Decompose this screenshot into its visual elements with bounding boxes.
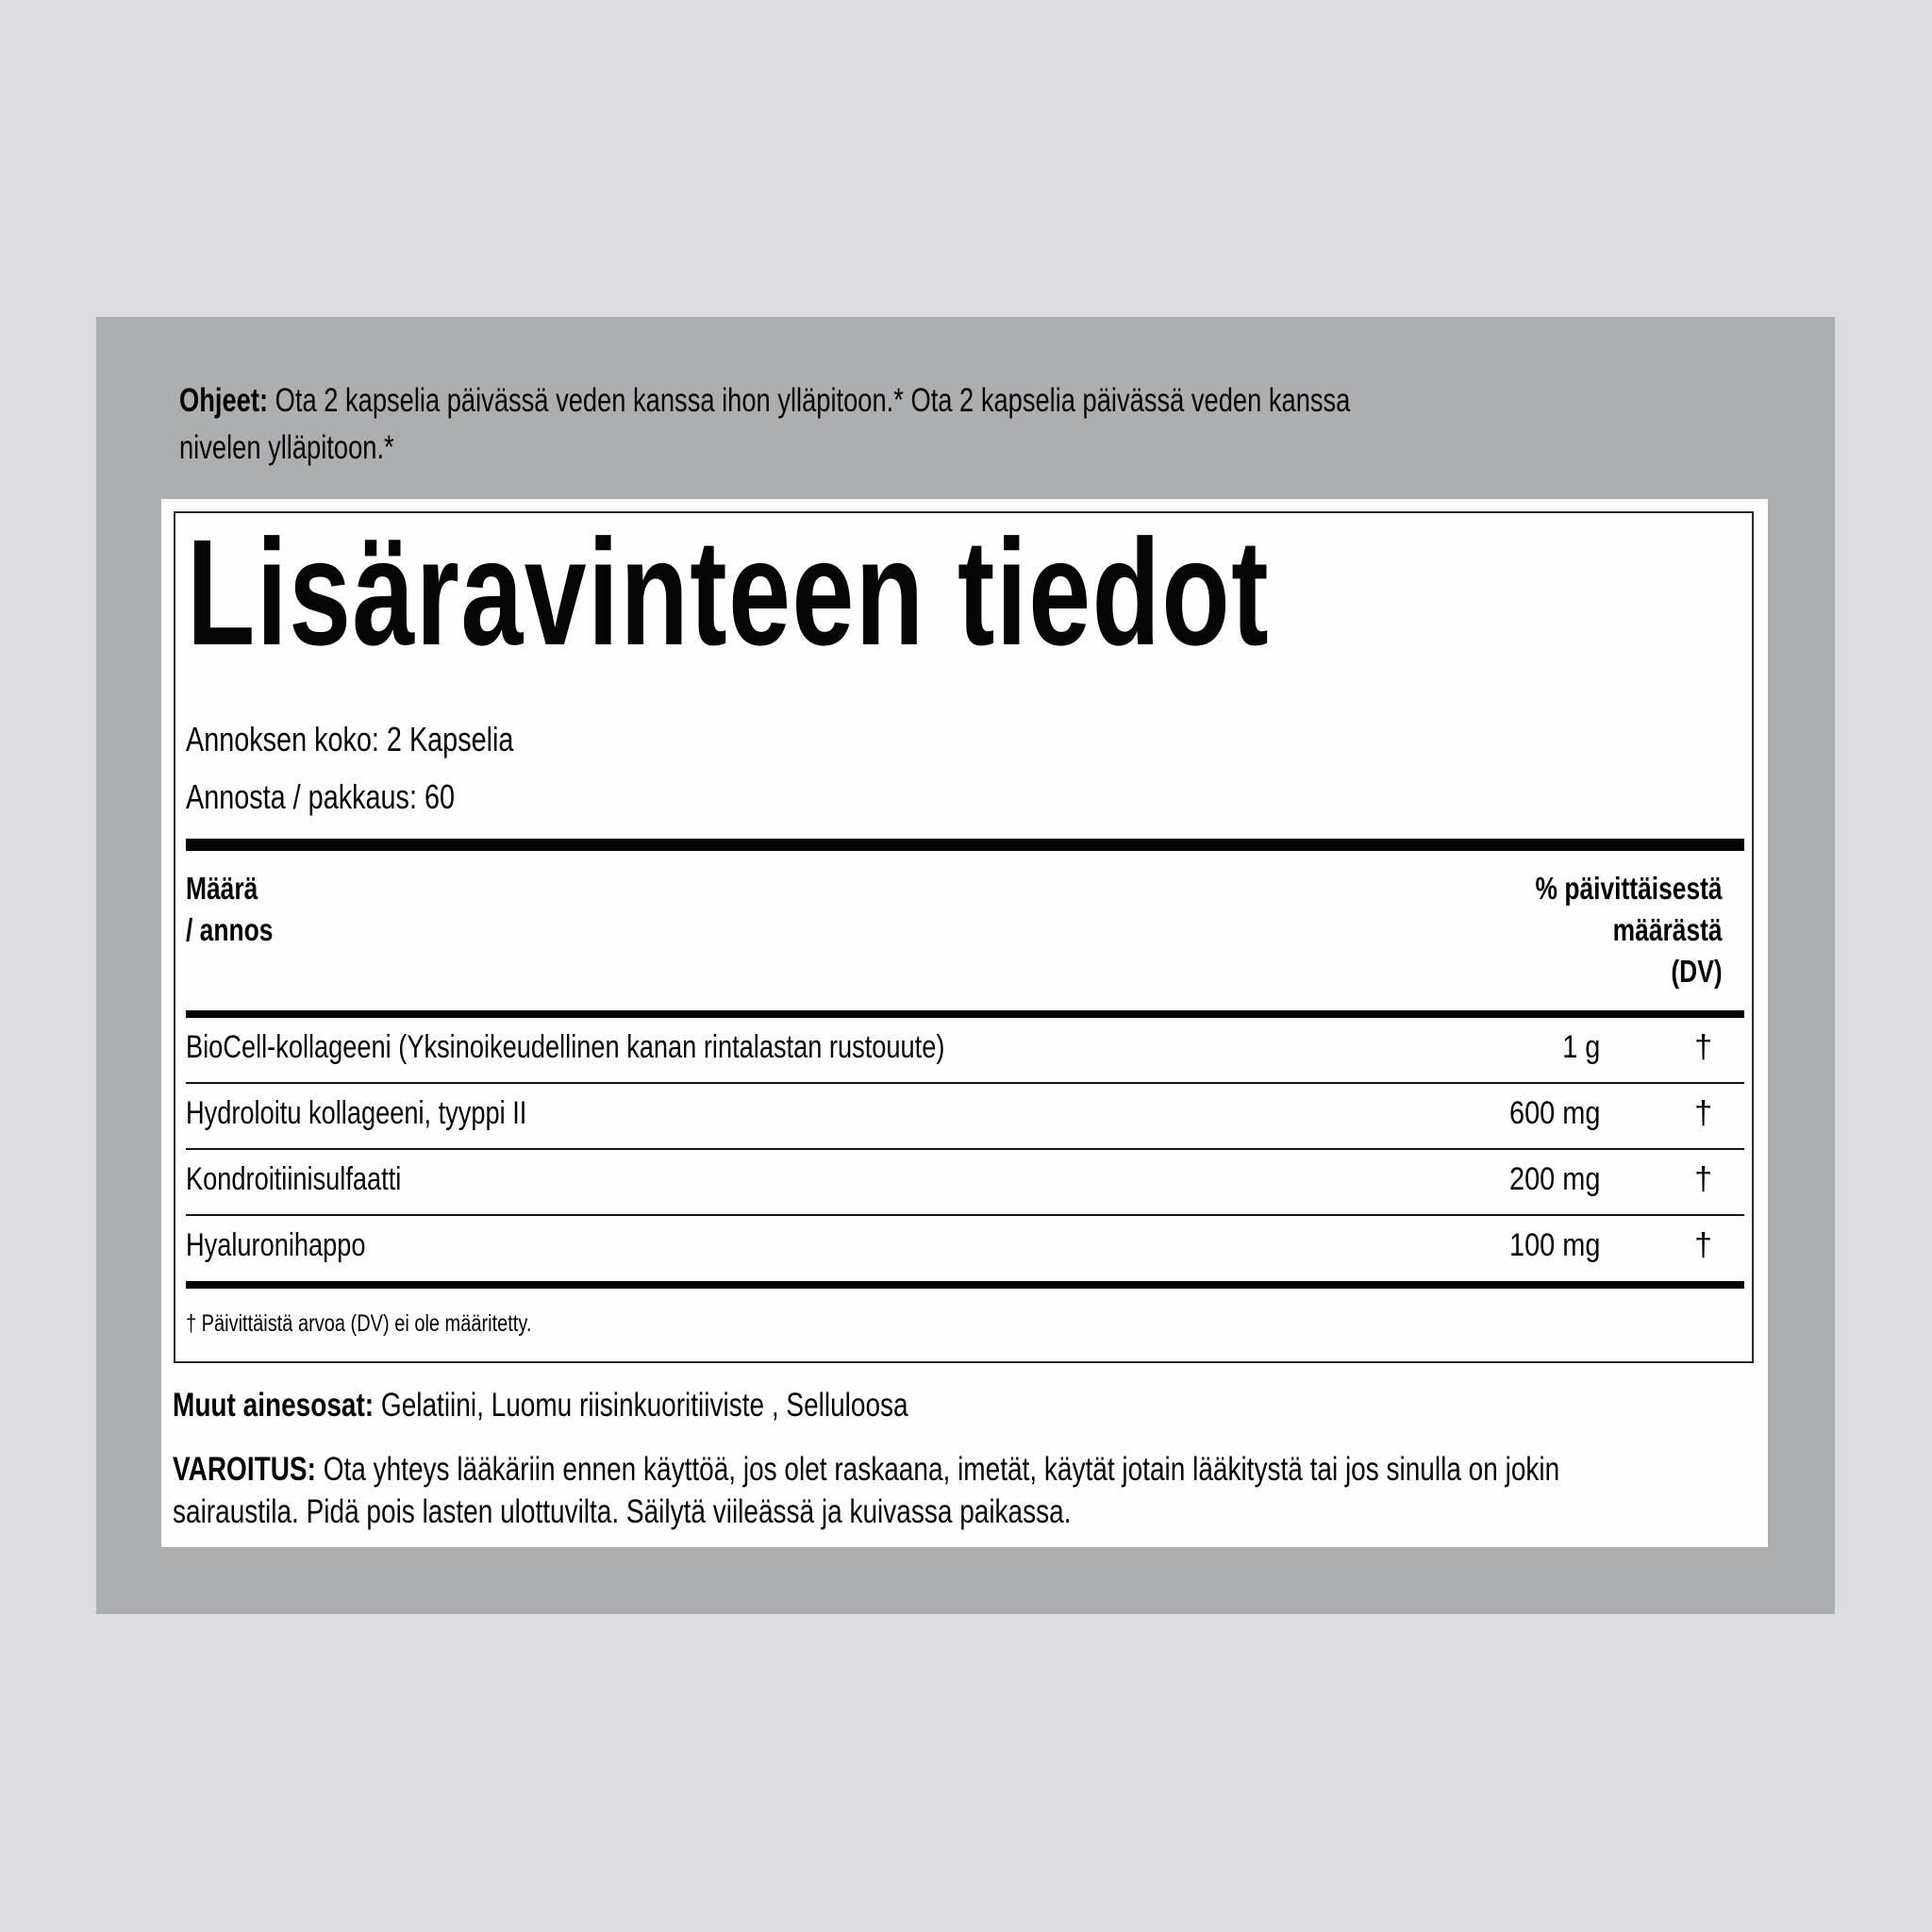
nutrient-row xyxy=(186,1224,1744,1266)
serving-size: Annoksen koko: 2 Kapselia xyxy=(186,720,514,758)
directions-section xyxy=(179,377,1726,472)
header-right-line-2: määrästä xyxy=(1613,912,1723,947)
nutrient-dv: † xyxy=(1694,1095,1712,1131)
thick-divider-bottom xyxy=(186,1281,1744,1289)
nutrient-amount: 600 mg xyxy=(1508,1095,1600,1131)
thick-divider-header xyxy=(186,1010,1744,1018)
facts-title: Lisäravinteen tiedot xyxy=(187,508,1271,676)
header-right-line-1: % päivittäisestä xyxy=(1535,871,1723,906)
servings-per-container: Annosta / pakkaus: 60 xyxy=(186,777,455,816)
nutrient-amount: 100 mg xyxy=(1508,1227,1600,1263)
directions-label: Ohjeet: xyxy=(179,382,269,419)
nutrient-name: Hyaluronihappo xyxy=(186,1227,366,1263)
nutrient-row xyxy=(186,1092,1744,1134)
nutrient-row xyxy=(186,1026,1744,1068)
nutrient-row xyxy=(186,1158,1744,1200)
warning-label: VAROITUS: xyxy=(173,1451,316,1488)
nutrient-name: Hydroloitu kollageeni, tyyppi II xyxy=(186,1095,527,1131)
header-right-line-3: (DV) xyxy=(1671,954,1723,989)
row-divider xyxy=(186,1082,1744,1084)
nutrient-name: BioCell-kollageeni (Yksinoikeudellinen kanan rintalastan rustouute) xyxy=(186,1029,945,1065)
nutrient-dv: † xyxy=(1694,1227,1712,1263)
warning-text-2: sairaustila. Pidä pois lasten ulottuvilta. Säilytä viileässä ja kuivassa paikassa. xyxy=(173,1493,1072,1530)
other-ingredients-text: Gelatiini, Luomu riisinkuoritiiviste , Selluloosa xyxy=(374,1387,908,1424)
nutrient-name: Kondroitiinisulfaatti xyxy=(186,1161,402,1197)
header-left-line-2: / annos xyxy=(186,912,274,947)
other-ingredients xyxy=(173,1385,908,1426)
nutrient-dv: † xyxy=(1694,1161,1712,1197)
directions-text-1: Ota 2 kapselia päivässä veden kanssa ihon ylläpitoon.* Ota 2 kapselia päivässä veden kanssa xyxy=(268,382,1351,419)
daily-value-header xyxy=(1536,868,1723,992)
thick-divider-top xyxy=(186,839,1744,851)
nutrient-amount: 200 mg xyxy=(1508,1161,1600,1197)
header-left-line-1: Määrä xyxy=(186,871,258,906)
directions-line-1 xyxy=(179,377,1350,425)
dv-footnote: † Päivittäistä arvoa (DV) ei ole määritetty. xyxy=(186,1310,532,1337)
amount-per-serving-header xyxy=(186,868,273,951)
nutrient-dv: † xyxy=(1694,1029,1712,1065)
nutrient-amount: 1 g xyxy=(1561,1029,1600,1065)
other-ingredients-label: Muut ainesosat: xyxy=(173,1387,375,1424)
row-divider xyxy=(186,1148,1744,1150)
row-divider xyxy=(186,1214,1744,1216)
directions-text-2: nivelen ylläpitoon.* xyxy=(179,429,394,466)
warning-text-1: Ota yhteys lääkäriin ennen käyttöä, jos olet raskaana, imetät, käytät jotain lääkitystä tai jos sinulla on jokin xyxy=(315,1451,1560,1488)
warning-section xyxy=(173,1448,1742,1533)
